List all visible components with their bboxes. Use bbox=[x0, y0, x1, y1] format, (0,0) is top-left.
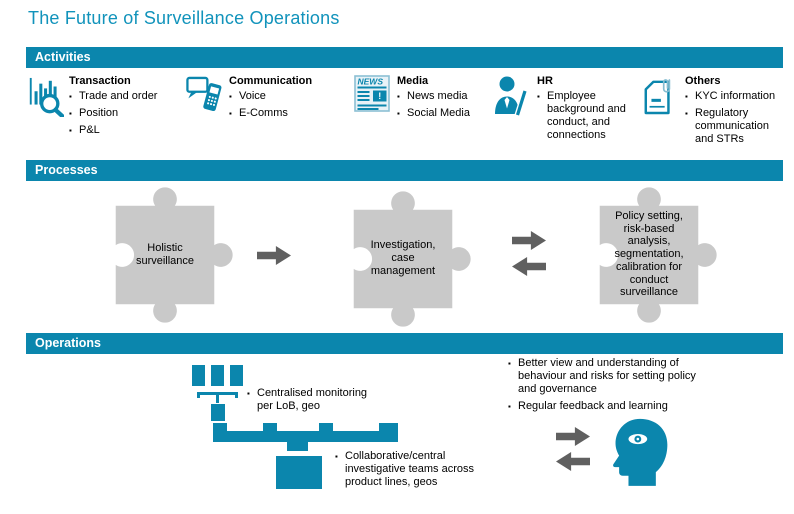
bullet-item: ▪ Regulatory communication and STRs bbox=[685, 107, 783, 146]
document-paperclip-icon bbox=[642, 74, 680, 150]
comb-tab bbox=[319, 423, 333, 431]
org-bracket-stem bbox=[216, 392, 219, 403]
activities-column-media bbox=[354, 74, 494, 150]
activities-header-label: Activities bbox=[35, 50, 91, 64]
process-step-label: Policy setting, risk-based analysis, segmentation, calibration for conduct surveillance bbox=[614, 209, 684, 299]
org-unit-box bbox=[211, 365, 224, 386]
activity-title: Others bbox=[685, 75, 721, 87]
process-step-holistic-surveillance bbox=[96, 186, 234, 324]
comb-tab-down bbox=[287, 442, 308, 451]
bullet-item: ▪ KYC information bbox=[685, 90, 783, 103]
process-step-policy-setting bbox=[580, 186, 718, 324]
comb-tab bbox=[213, 423, 227, 431]
bullet-item: ▪ E-Comms bbox=[229, 107, 312, 120]
insight-bullets bbox=[508, 357, 708, 417]
comb-bar bbox=[213, 431, 398, 442]
monitoring-bullet bbox=[247, 387, 382, 417]
processes-section-header bbox=[26, 160, 783, 181]
flow-arrow-right-icon bbox=[257, 246, 291, 265]
process-step-investigation bbox=[334, 190, 472, 328]
activity-bullet-list bbox=[229, 90, 312, 120]
speech-bubble-phone-icon bbox=[186, 74, 224, 150]
activities-column-others bbox=[642, 74, 783, 150]
activities-row bbox=[26, 74, 783, 150]
bullet-item: ▪ Position bbox=[69, 107, 157, 120]
org-unit-box bbox=[230, 365, 243, 386]
operations-header-label: Operations bbox=[35, 336, 101, 350]
bullet-item: ▪ Social Media bbox=[397, 107, 470, 120]
person-pen-icon bbox=[494, 74, 532, 150]
feedback-arrow-left-icon bbox=[556, 452, 590, 471]
processes-header-label: Processes bbox=[35, 163, 98, 177]
activities-column-transaction bbox=[26, 74, 186, 150]
activities-column-hr bbox=[494, 74, 642, 150]
bullet-item: ▪ Better view and understanding of behaviour and risks for setting policy and governance bbox=[508, 357, 708, 396]
activities-section-header bbox=[26, 47, 783, 68]
newspaper-icon bbox=[354, 74, 392, 150]
bullet-item: ▪ Regular feedback and learning bbox=[508, 400, 708, 413]
bullet-item: ▪ Employee background and conduct, and connections bbox=[537, 90, 639, 142]
bullet-item: ▪ Collaborative/central investigative teams across product lines, geos bbox=[335, 450, 495, 489]
bullet-item: ▪ Centralised monitoring per LoB, geo bbox=[247, 387, 382, 413]
activity-bullet-list bbox=[685, 90, 783, 146]
head-profile-eye-icon bbox=[604, 414, 676, 495]
comb-tab bbox=[263, 423, 277, 431]
operations-section-header bbox=[26, 333, 783, 354]
org-central-box bbox=[211, 404, 225, 421]
collaboration-bullet bbox=[335, 450, 495, 493]
activity-bullet-list bbox=[397, 90, 470, 120]
activities-column-communication bbox=[186, 74, 354, 150]
flow-arrow-left-icon bbox=[512, 257, 546, 276]
process-step-label: Holistic surveillance bbox=[135, 241, 195, 267]
bullet-item: ▪ News media bbox=[397, 90, 470, 103]
feedback-arrow-right-icon bbox=[556, 427, 590, 446]
activity-bullet-list bbox=[69, 90, 157, 137]
activity-title: HR bbox=[537, 75, 553, 87]
activity-title: Transaction bbox=[69, 75, 131, 87]
news-alert-label: ! bbox=[378, 91, 382, 102]
org-unit-box bbox=[192, 365, 205, 386]
activity-title: Media bbox=[397, 75, 429, 87]
flow-arrow-right-icon bbox=[512, 231, 546, 250]
bullet-item: ▪ Trade and order bbox=[69, 90, 157, 103]
bullet-item: ▪ P&L bbox=[69, 124, 157, 137]
activity-bullet-list bbox=[537, 90, 639, 142]
page-title: The Future of Surveillance Operations bbox=[28, 8, 340, 28]
central-team-square bbox=[276, 456, 322, 489]
bullet-item: ▪ Voice bbox=[229, 90, 312, 103]
bar-chart-magnifier-icon bbox=[26, 74, 64, 150]
comb-tab bbox=[379, 423, 398, 442]
process-step-label: Investigation, case management bbox=[370, 239, 436, 277]
activity-title: Communication bbox=[229, 75, 313, 87]
news-label: NEWS bbox=[357, 76, 383, 87]
